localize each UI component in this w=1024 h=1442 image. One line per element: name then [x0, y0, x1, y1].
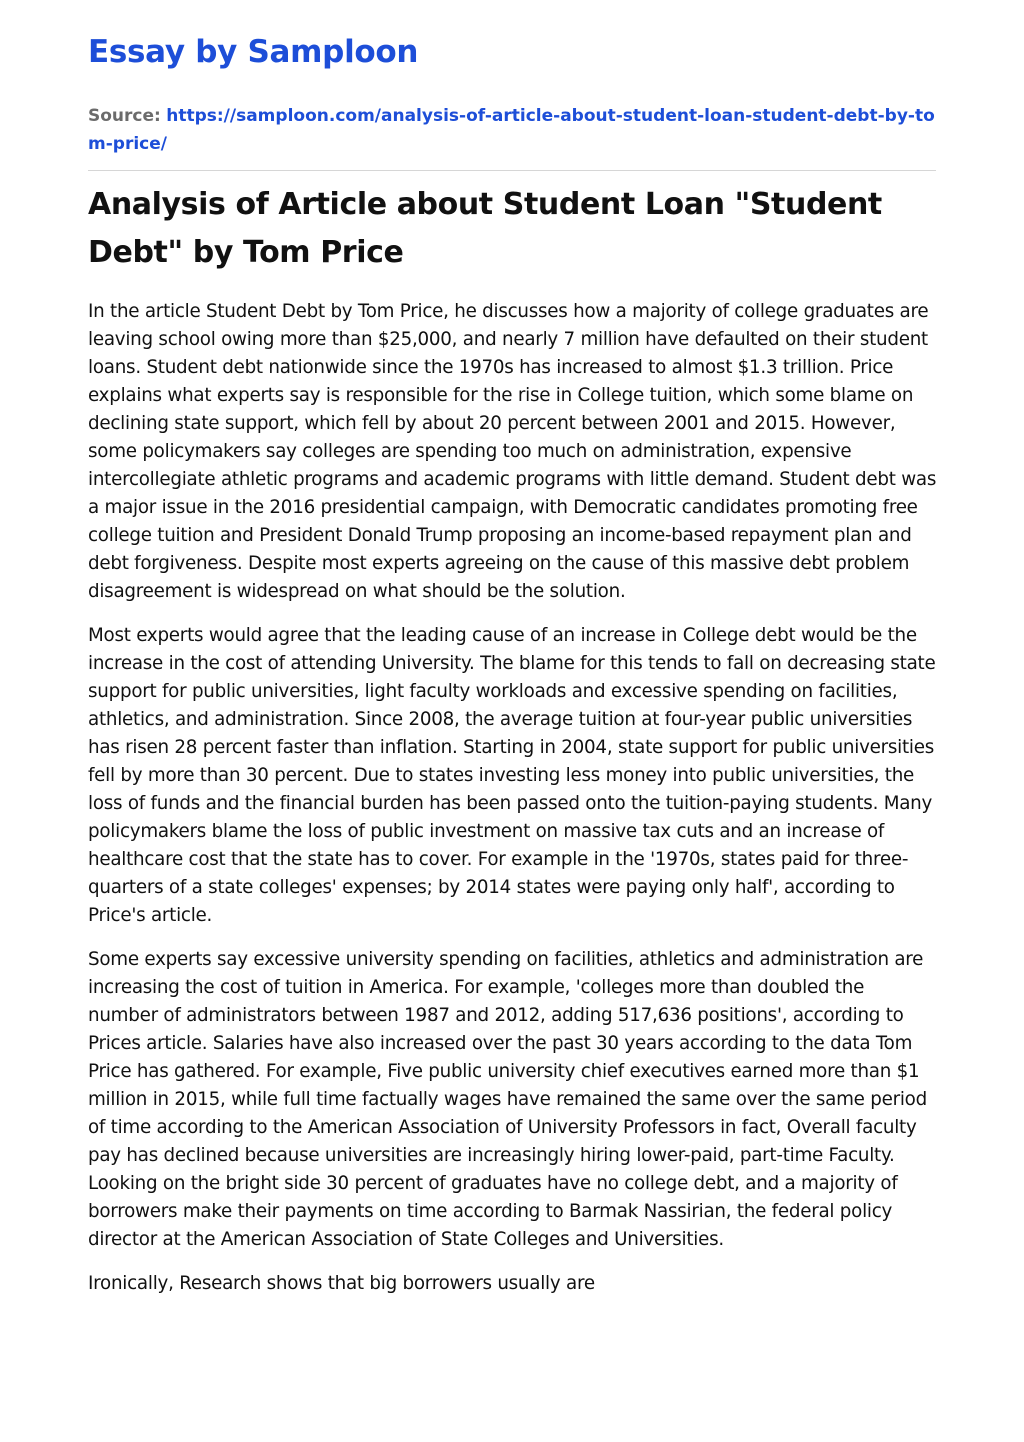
article-paragraph-1: In the article Student Debt by Tom Price, he discusses how a majority of college graduates are leaving school owing more than $25,000, and nearly 7 million have defaulted on their student loans. Student debt nationwide since the 1970s has increased to almost $1.3 trillion. Price explains what experts say is responsible for the rise in College tuition, which some blame on declining state support, which fell by about 20 percent between 2001 and 2015. However, some policymakers say colleges are spending too much on administration, expensive intercollegiate athletic programs and academic programs with little demand. Student debt was a major issue in the 2016 presidential campaign, with Democratic candidates promoting free college tuition and President Donald Trump proposing an income-based repayment plan and debt forgiveness. Despite most experts agreeing on the cause of this massive debt problem disagreement is widespread on what should be the solution. [88, 301, 937, 602]
source-link[interactable]: https://samploon.com/analysis-of-article-about-student-loan-student-debt-by-tom-price/ [88, 106, 935, 154]
header-divider [88, 170, 936, 171]
source-line [88, 102, 936, 158]
article-body [88, 298, 938, 1314]
article-paragraph-2: Most experts would agree that the leading cause of an increase in College debt would be the increase in the cost of attending University. The blame for this tends to fall on decreasing state support for public universities, light faculty workloads and excessive spending on facilities, athletics, and administration. Since 2008, the average tuition at four-year public universities has risen 28 percent faster than inflation. Starting in 2004, state support for public universities fell by more than 30 percent. Due to states investing less money into public universities, the loss of funds and the financial burden has been passed onto the tuition-paying students. Many policymakers blame the loss of public investment on massive tax cuts and an increase of healthcare cost that the state has to cover. For example in the '1970s, states paid for three-quarters of a state colleges' expenses; by 2014 states were paying only half', according to Price's article. [88, 625, 936, 926]
source-label: Source: [88, 106, 161, 126]
article-paragraph-4: Ironically, Research shows that big borrowers usually are [88, 1273, 595, 1294]
article-paragraph-3: Some experts say excessive university spending on facilities, athletics and administration are increasing the cost of tuition in America. For example, 'colleges more than doubled the number of administrators between 1987 and 2012, adding 517,636 positions', according to Prices article. Salaries have also increased over the past 30 years according to the data Tom Price has gathered. For example, Five public university chief executives earned more than $1 million in 2015, while full time factually wages have remained the same over the same period of time according to the American Association of University Professors in fact, Overall faculty pay has declined because universities are increasingly hiring lower-paid, part-time Faculty. Looking on the bright side 30 percent of graduates have no college debt, and a majority of borrowers make their payments on time according to Barmak Nassirian, the federal policy director at the American Association of State Colleges and Universities. [88, 949, 927, 1250]
site-title: Essay by Samploon [88, 34, 419, 70]
article-title: Analysis of Article about Student Loan "Student Debt" by Tom Price [88, 187, 882, 270]
